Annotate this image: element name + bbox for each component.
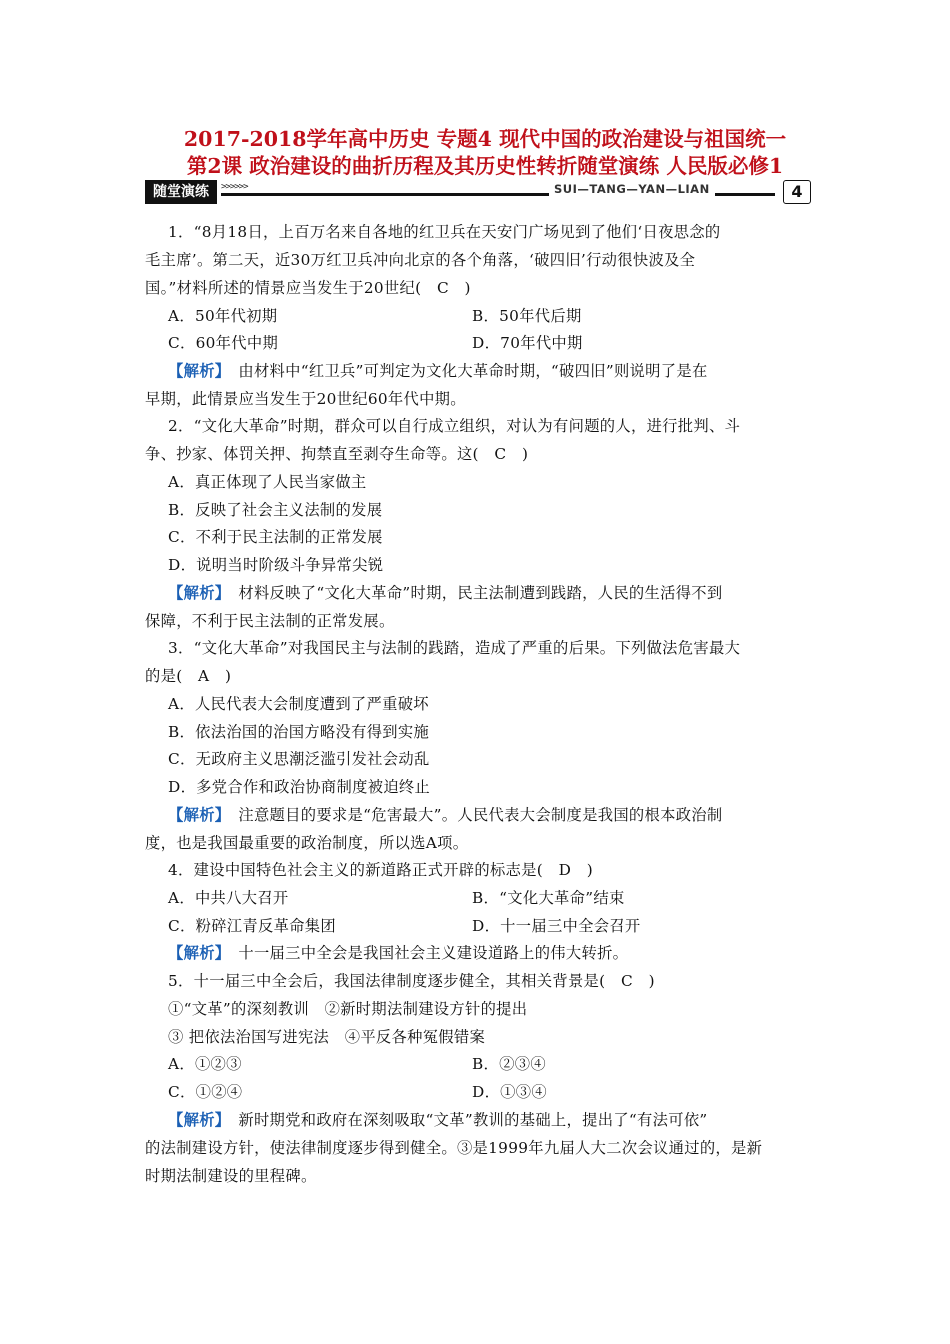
question-3-analysis: 度，也是我国最重要的政治制度，所以选A项。 bbox=[145, 834, 469, 852]
question-2-option-d: D．说明当时阶级斗争异常尖锐 bbox=[168, 556, 384, 574]
question-5-statements: ③ 把依法治国写进宪法 ④平反各种冤假错案 bbox=[168, 1028, 486, 1046]
question-5-analysis: 的法制建设方针，使法律制度逐步得到健全。③是1999年九届人大二次会议通过的，是新 bbox=[145, 1139, 763, 1157]
question-2-option-a: A．真正体现了人民当家做主 bbox=[168, 473, 367, 491]
question-4-analysis bbox=[168, 942, 628, 964]
analysis-text: 十一届三中全会是我国社会主义建设道路上的伟大转折。 bbox=[222, 944, 629, 962]
question-5-option-b: B．②③④ bbox=[472, 1055, 546, 1073]
question-1-text: 毛主席’。第二天，近30万红卫兵冲向北京的各个角落，‘破四旧’行动很快波及全 bbox=[145, 251, 696, 269]
question-3-text: 3．“文化大革命”对我国民主与法制的践踏，造成了严重的后果。下列做法危害最大 bbox=[168, 639, 741, 657]
analysis-label: 【解析】 bbox=[168, 584, 223, 602]
question-3-analysis bbox=[168, 804, 723, 826]
question-5-option-d: D．①③④ bbox=[472, 1083, 547, 1101]
banner-arrows: >>>>>> bbox=[221, 182, 248, 192]
question-3-option-a: A．人民代表大会制度遭到了严重破坏 bbox=[168, 695, 429, 713]
question-3-option-c: C．无政府主义思潮泛滥引发社会动乱 bbox=[168, 750, 430, 768]
question-1-analysis bbox=[168, 360, 708, 382]
question-1-text: 国。”材料所述的情景应当发生于20世纪( C ) bbox=[145, 279, 471, 297]
question-1-option-d: D．70年代中期 bbox=[472, 334, 583, 352]
analysis-label: 【解析】 bbox=[168, 362, 223, 380]
section-banner bbox=[145, 180, 811, 204]
document-title-line-2: 第2课 政治建设的曲折历程及其历史性转折随堂演练 人民版必修1 bbox=[186, 154, 784, 178]
question-2-text: 争、抄家、体罚关押、拘禁直至剥夺生命等。这( C ) bbox=[145, 445, 529, 463]
question-1-analysis: 早期，此情景应当发生于20世纪60年代中期。 bbox=[145, 390, 466, 408]
question-3-option-b: B．依法治国的治国方略没有得到实施 bbox=[168, 723, 430, 741]
question-4-text: 4．建设中国特色社会主义的新道路正式开辟的标志是( D ) bbox=[168, 861, 594, 879]
question-2-option-c: C．不利于民主法制的正常发展 bbox=[168, 528, 383, 546]
question-5-analysis: 时期法制建设的里程碑。 bbox=[145, 1167, 317, 1185]
question-5-analysis bbox=[168, 1109, 708, 1131]
question-1-option-a: A．50年代初期 bbox=[168, 307, 278, 325]
question-5-statements: ①“文革”的深刻教训 ②新时期法制建设方针的提出 bbox=[168, 1000, 528, 1018]
question-5-option-c: C．①②④ bbox=[168, 1083, 243, 1101]
question-4-option-d: D．十一届三中全会召开 bbox=[472, 917, 641, 935]
analysis-text: 新时期党和政府在深刻吸取“文革”教训的基础上，提出了“有法可依” bbox=[222, 1111, 708, 1129]
document-title-line-1: 2017-2018学年高中历史 专题4 现代中国的政治建设与祖国统一 bbox=[183, 127, 787, 151]
question-4-option-b: B．“文化大革命”结束 bbox=[472, 889, 625, 907]
analysis-text: 注意题目的要求是“危害最大”。人民代表大会制度是我国的根本政治制 bbox=[222, 806, 723, 824]
question-4-option-c: C．粉碎江青反革命集团 bbox=[168, 917, 336, 935]
question-2-option-b: B．反映了社会主义法制的发展 bbox=[168, 501, 383, 519]
analysis-text: 材料反映了“文化大革命”时期，民主法制遭到践踏，人民的生活得不到 bbox=[222, 584, 723, 602]
analysis-label: 【解析】 bbox=[168, 806, 223, 824]
analysis-text: 由材料中“红卫兵”可判定为文化大革命时期，“破四旧”则说明了是在 bbox=[222, 362, 708, 380]
question-5-option-a: A．①②③ bbox=[168, 1055, 242, 1073]
question-2-analysis: 保障，不利于民主法制的正常发展。 bbox=[145, 612, 395, 630]
question-1-option-c: C．60年代中期 bbox=[168, 334, 279, 352]
question-2-analysis bbox=[168, 582, 723, 604]
analysis-label: 【解析】 bbox=[168, 944, 223, 962]
section-label: 随堂演练 bbox=[145, 180, 217, 204]
banner-pinyin: SUI—TANG—YAN—LIAN bbox=[549, 182, 715, 196]
question-1-option-b: B．50年代后期 bbox=[472, 307, 582, 325]
question-4-option-a: A．中共八大召开 bbox=[168, 889, 289, 907]
section-number-badge: 4 bbox=[783, 180, 811, 204]
question-2-text: 2．“文化大革命”时期，群众可以自行成立组织，对认为有问题的人，进行批判、斗 bbox=[168, 417, 741, 435]
analysis-label: 【解析】 bbox=[168, 1111, 223, 1129]
question-1-text: 1．“8月18日，上百万名来自各地的红卫兵在天安门广场见到了他们‘日夜思念的 bbox=[168, 223, 721, 241]
question-3-text: 的是( A ) bbox=[145, 667, 232, 685]
question-5-text: 5．十一届三中全会后，我国法律制度逐步健全，其相关背景是( C ) bbox=[168, 972, 655, 990]
question-3-option-d: D．多党合作和政治协商制度被迫终止 bbox=[168, 778, 431, 796]
